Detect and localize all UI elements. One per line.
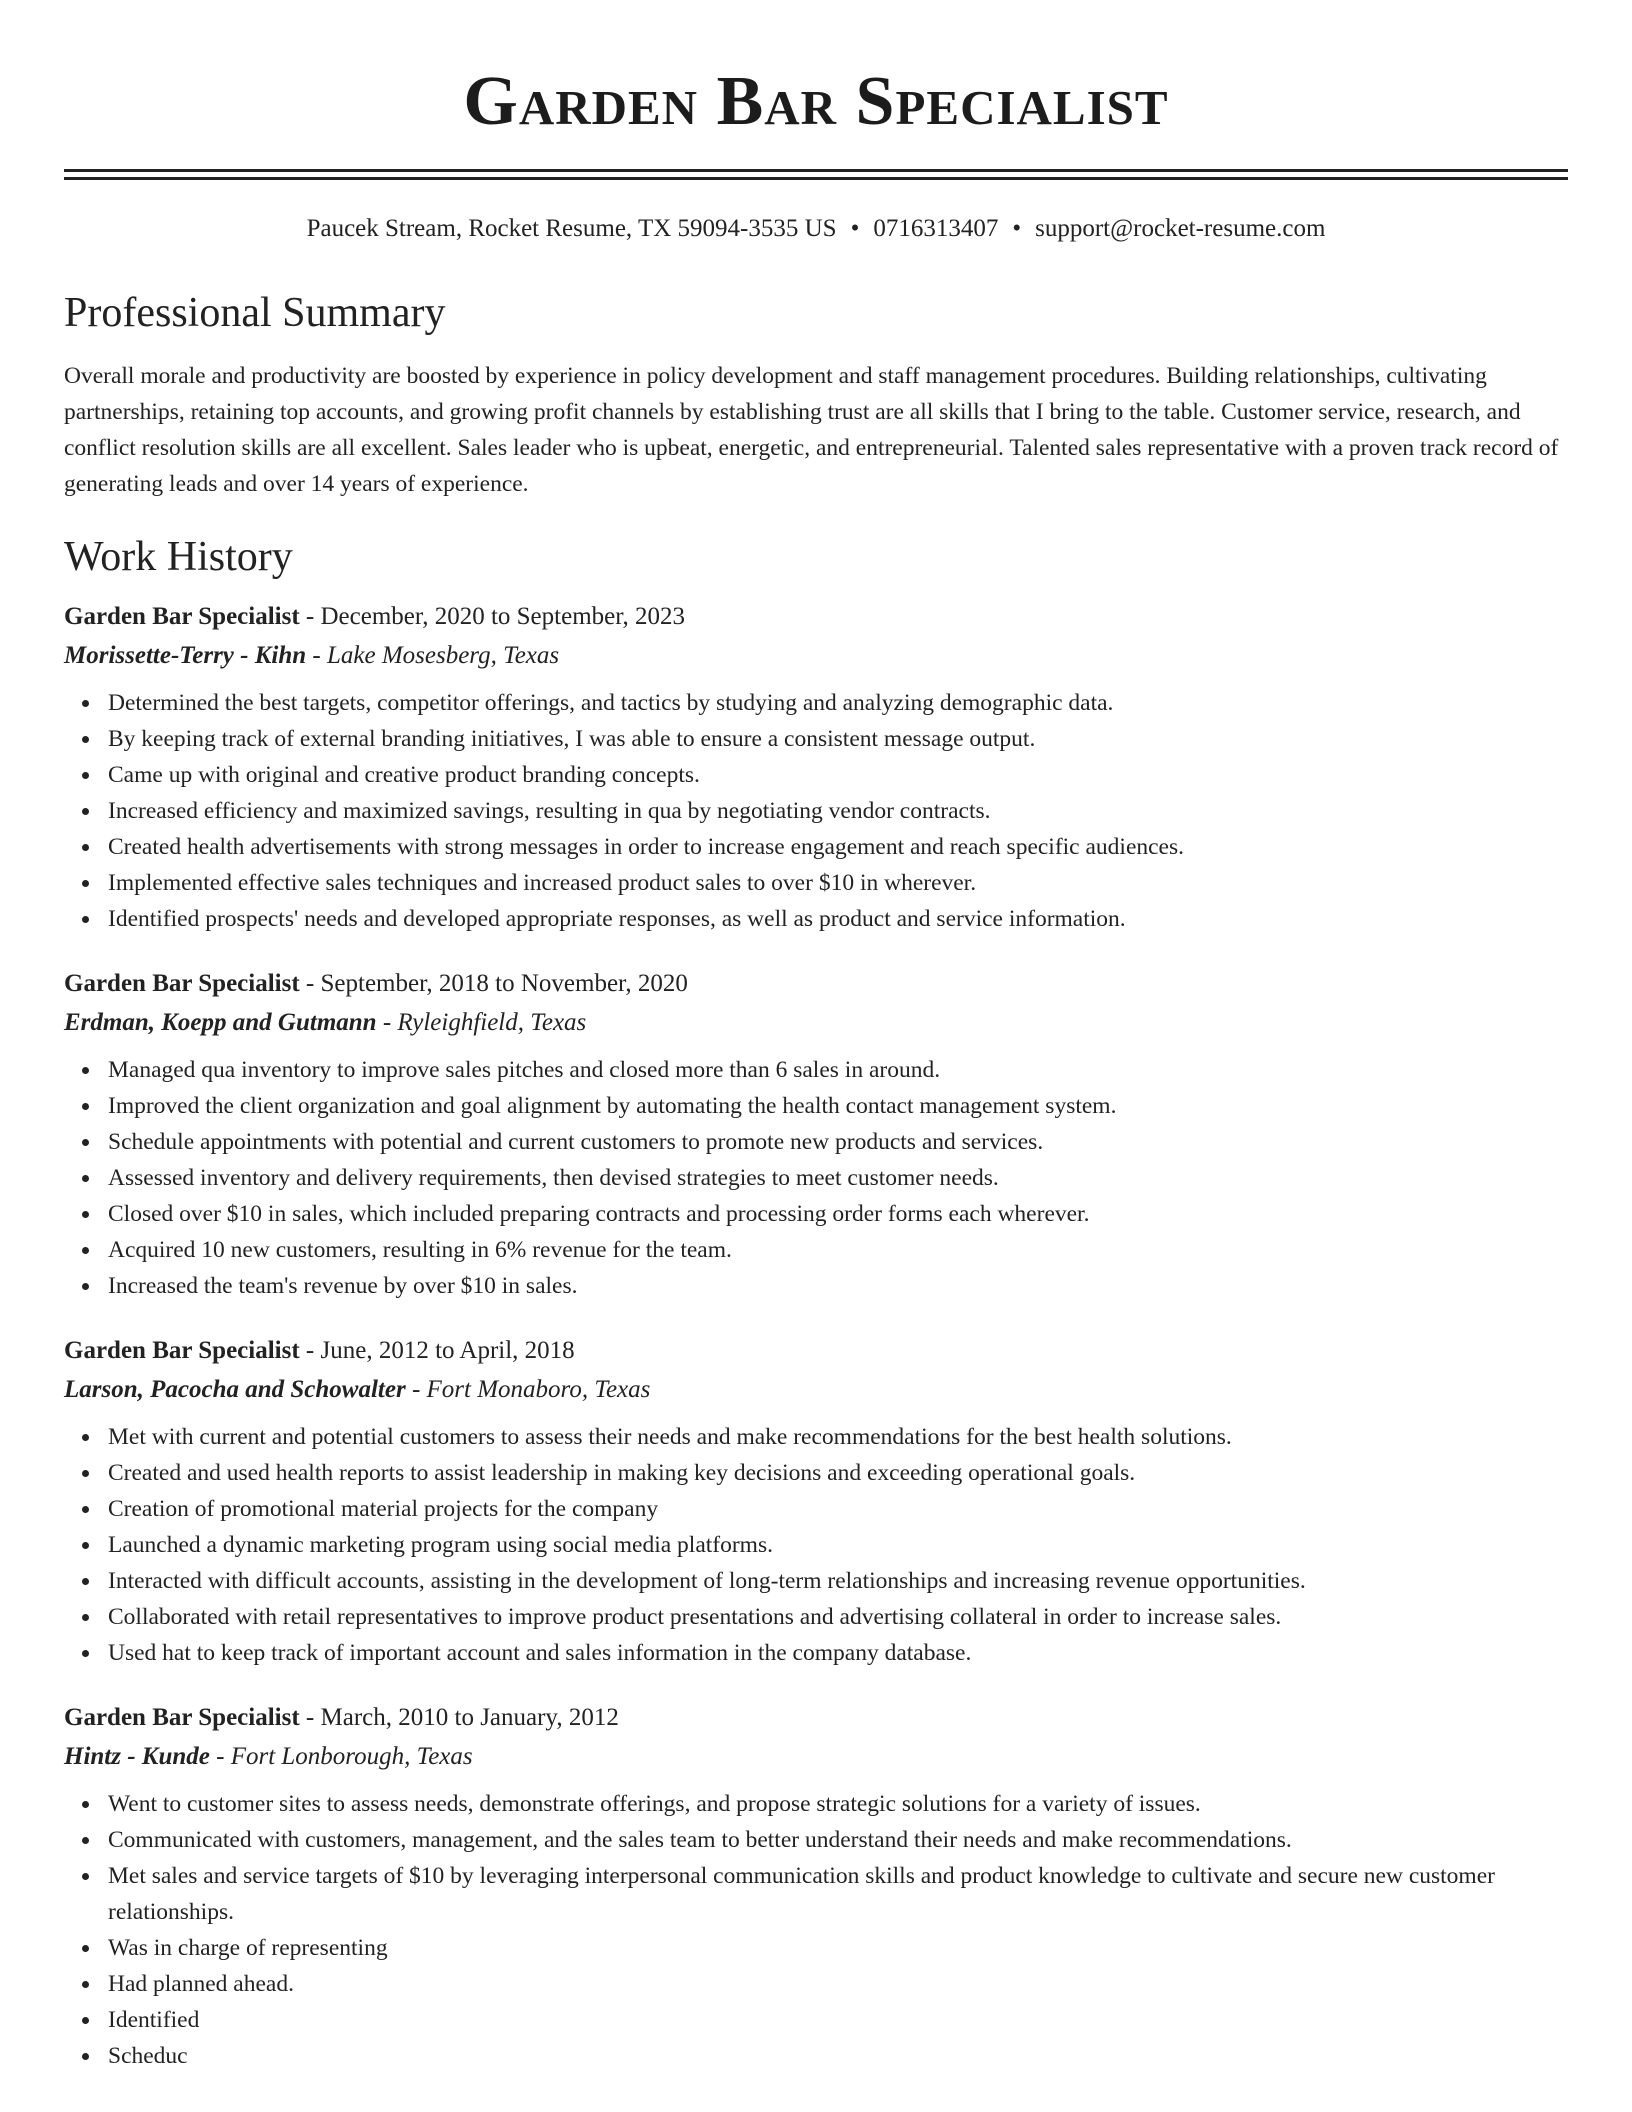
job-employer: Hintz - Kunde xyxy=(64,1743,210,1770)
job-location: - Fort Monaboro, Texas xyxy=(405,1376,651,1403)
job-bullet: Created health advertisements with strong messages in order to increase engagement and reach specific audiences. xyxy=(108,829,1568,865)
job-bullet: By keeping track of external branding initiatives, I was able to ensure a consistent message output. xyxy=(108,721,1568,757)
summary-text: Overall morale and productivity are boosted by experience in policy development and staff management procedures. Building relationships, cultivating partnerships, retaining top accounts, and growing profit channels by establishing trust are all skills that I bring to the table. Customer service, research, and conflict resolution skills are all excellent. Sales leader who is upbeat, energetic, and entrepreneurial. Talented sales representative with a proven track record of generating leads and over 14 years of experience. xyxy=(64,363,1559,497)
job-dates: - March, 2010 to January, 2012 xyxy=(299,1704,619,1731)
job-bullet: Creation of promotional material projects for the company xyxy=(108,1491,1568,1527)
job-dates: - December, 2020 to September, 2023 xyxy=(299,603,686,630)
job-bullet: Created and used health reports to assist leadership in making key decisions and exceeding operational goals. xyxy=(108,1455,1568,1491)
job-bullet: Managed qua inventory to improve sales pitches and closed more than 6 sales in around. xyxy=(108,1052,1568,1088)
job-bullet: Implemented effective sales techniques and increased product sales to over $10 in wherever. xyxy=(108,865,1568,901)
job-bullet: Schedule appointments with potential and current customers to promote new products and services. xyxy=(108,1124,1568,1160)
work-history-heading: Work History xyxy=(64,534,293,580)
job-employer-line xyxy=(64,1740,1568,1774)
job-entry xyxy=(64,600,1568,937)
contact-separator: • xyxy=(1012,215,1022,242)
job-bullet: Communicated with customers, management, and the sales team to better understand their needs and make recommendations. xyxy=(108,1822,1568,1858)
job-location: - Ryleighfield, Texas xyxy=(376,1009,587,1036)
contact-line xyxy=(64,214,1568,244)
job-employer-line xyxy=(64,1006,1568,1040)
job-employer-line xyxy=(64,1373,1568,1407)
work-history-list xyxy=(64,600,1568,2074)
job-bullet: Had planned ahead. xyxy=(108,1966,1568,2002)
job-entry xyxy=(64,1701,1568,2074)
job-bullet: Launched a dynamic marketing program using social media platforms. xyxy=(108,1527,1568,1563)
job-bullet: Improved the client organization and goal alignment by automating the health contact management system. xyxy=(108,1088,1568,1124)
job-title: Garden Bar Specialist xyxy=(64,1704,300,1731)
job-location: - Lake Mosesberg, Texas xyxy=(306,642,560,669)
job-bullet-list xyxy=(64,1786,1568,2074)
job-bullet: Interacted with difficult accounts, assisting in the development of long-term relationships and increasing revenue opportunities. xyxy=(108,1563,1568,1599)
title-divider-top xyxy=(64,169,1568,172)
job-bullet: Increased efficiency and maximized savings, resulting in qua by negotiating vendor contracts. xyxy=(108,793,1568,829)
job-dates: - June, 2012 to April, 2018 xyxy=(299,1337,575,1364)
job-header xyxy=(64,967,1568,1001)
job-bullet: Met sales and service targets of $10 by leveraging interpersonal communication skills and product knowledge to cultivate and secure new customer relationships. xyxy=(108,1858,1568,1930)
job-bullet: Collaborated with retail representatives to improve product presentations and advertising collateral in order to increase sales. xyxy=(108,1599,1568,1635)
job-employer-line xyxy=(64,639,1568,673)
job-bullet-list xyxy=(64,685,1568,937)
job-bullet: Identified prospects' needs and developed appropriate responses, as well as product and service information. xyxy=(108,901,1568,937)
job-bullet: Determined the best targets, competitor offerings, and tactics by studying and analyzing demographic data. xyxy=(108,685,1568,721)
job-header xyxy=(64,1334,1568,1368)
job-bullet: Used hat to keep track of important account and sales information in the company database. xyxy=(108,1635,1568,1671)
job-bullet: Increased the team's revenue by over $10 in sales. xyxy=(108,1268,1568,1304)
job-bullet: Came up with original and creative product branding concepts. xyxy=(108,757,1568,793)
job-bullet: Identified xyxy=(108,2002,1568,2038)
contact-separator: • xyxy=(850,215,860,242)
job-dates: - September, 2018 to November, 2020 xyxy=(299,970,688,997)
resume-content xyxy=(64,0,1568,2074)
job-bullet: Acquired 10 new customers, resulting in 6% revenue for the team. xyxy=(108,1232,1568,1268)
job-bullet-list xyxy=(64,1419,1568,1671)
resume-title: Garden Bar Specialist xyxy=(463,63,1169,140)
job-bullet: Closed over $10 in sales, which included preparing contracts and processing order forms each wherever. xyxy=(108,1196,1568,1232)
contact-address: Paucek Stream, Rocket Resume, TX 59094-3535 US xyxy=(306,215,837,242)
job-bullet: Met with current and potential customers to assess their needs and make recommendations for the best health solutions. xyxy=(108,1419,1568,1455)
job-title: Garden Bar Specialist xyxy=(64,1337,300,1364)
job-entry xyxy=(64,1334,1568,1671)
job-bullet-list xyxy=(64,1052,1568,1304)
job-employer: Larson, Pacocha and Schowalter xyxy=(64,1376,406,1403)
summary-heading: Professional Summary xyxy=(64,290,446,336)
job-header xyxy=(64,1701,1568,1735)
title-divider-bottom xyxy=(64,177,1568,180)
job-title: Garden Bar Specialist xyxy=(64,970,300,997)
job-employer: Morissette-Terry - Kihn xyxy=(64,642,307,669)
contact-phone: 0716313407 xyxy=(873,215,999,242)
job-bullet: Was in charge of representing xyxy=(108,1930,1568,1966)
job-bullet: Scheduc xyxy=(108,2038,1568,2074)
job-employer: Erdman, Koepp and Gutmann xyxy=(64,1009,377,1036)
job-header xyxy=(64,600,1568,634)
contact-email: support@rocket-resume.com xyxy=(1035,215,1326,242)
job-bullet: Went to customer sites to assess needs, demonstrate offerings, and propose strategic solutions for a variety of issues. xyxy=(108,1786,1568,1822)
job-title: Garden Bar Specialist xyxy=(64,603,300,630)
job-entry xyxy=(64,967,1568,1304)
job-bullet: Assessed inventory and delivery requirements, then devised strategies to meet customer needs. xyxy=(108,1160,1568,1196)
job-location: - Fort Lonborough, Texas xyxy=(209,1743,473,1770)
